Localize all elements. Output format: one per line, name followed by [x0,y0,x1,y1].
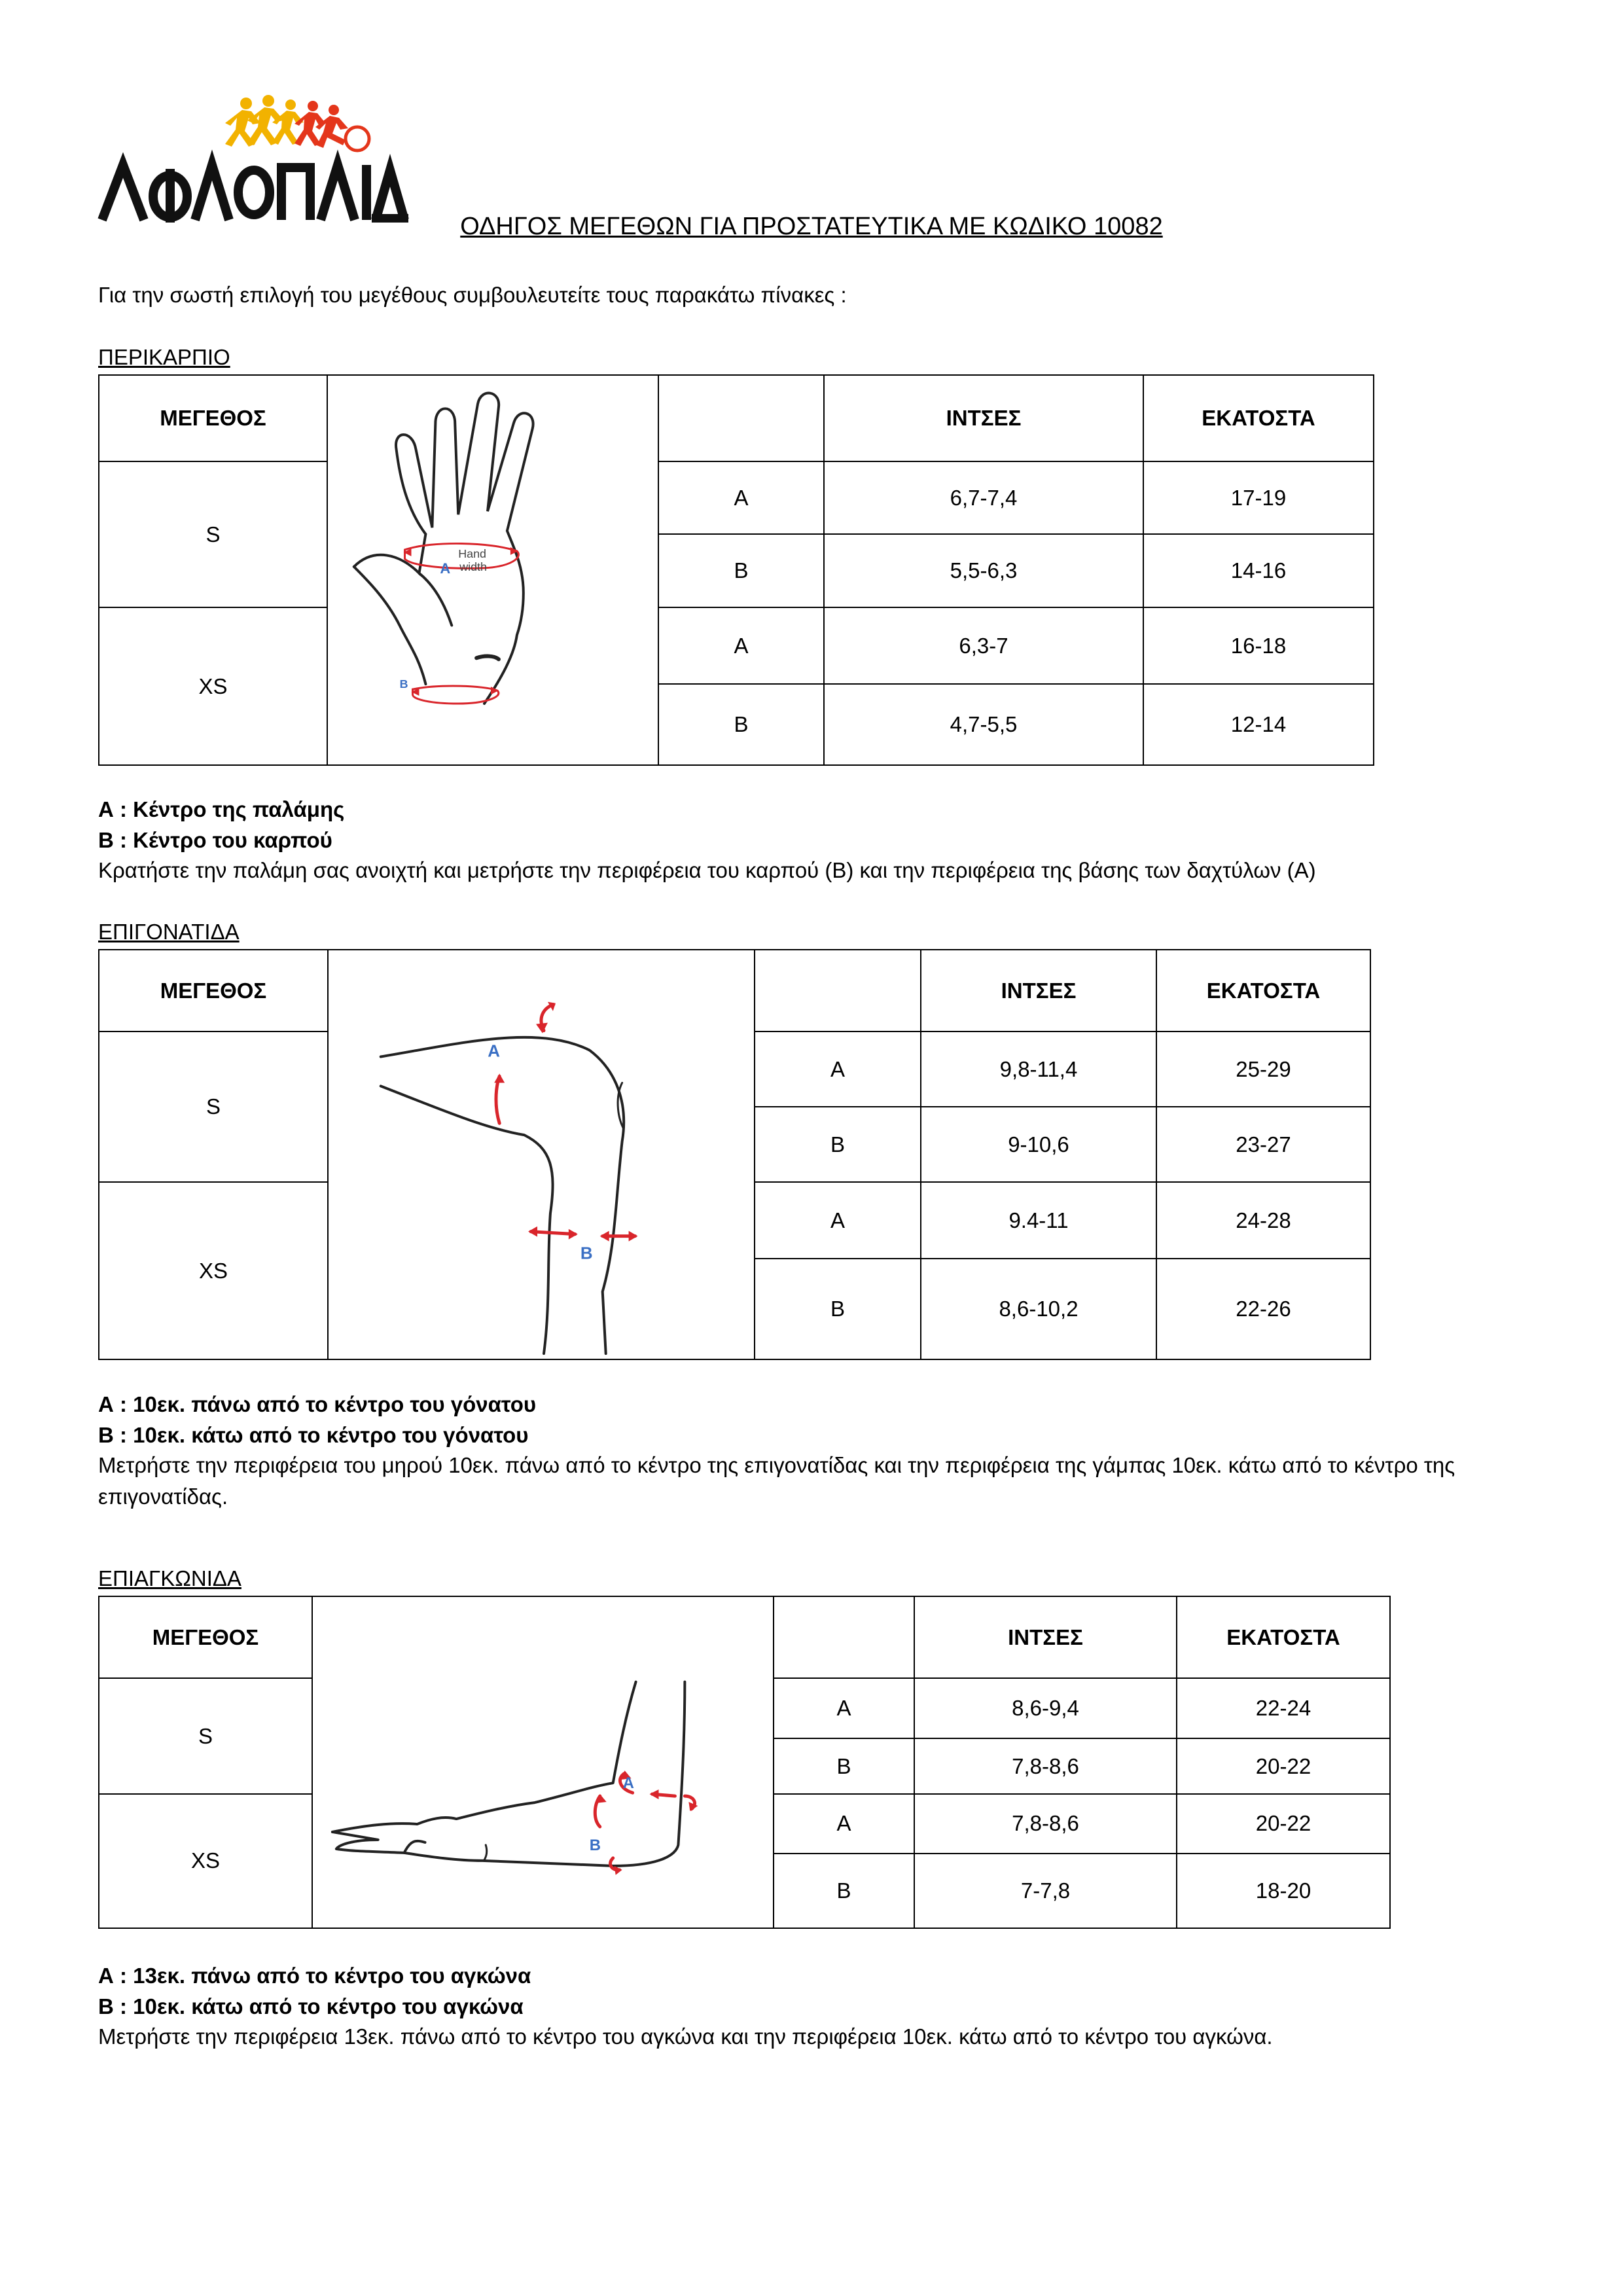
inches-cell: 6,7-7,4 [824,461,1143,534]
size-table-knee [98,949,1371,1360]
cm-cell: 24-28 [1156,1182,1370,1259]
header-size: ΜΕΓΕΘΟΣ [99,375,327,461]
inches-cell: 9,8-11,4 [921,1031,1156,1107]
section-heading-knee: ΕΠΙΓΟΝΑΤΙΔΑ [98,920,240,944]
header-cm: ΕΚΑΤΟΣΤΑ [1156,950,1370,1031]
header-point [658,375,824,461]
knee-figure [329,952,754,1357]
inches-cell: 6,3-7 [824,607,1143,684]
cm-cell: 14-16 [1143,534,1374,607]
runners-icon [225,95,369,151]
size-table-wrist [98,374,1374,766]
cm-cell: 25-29 [1156,1031,1370,1107]
cm-cell: 20-22 [1177,1738,1390,1794]
size-cell: S [99,461,327,607]
point-cell: B [658,534,824,607]
header-inches: ΙΝΤΣΕΣ [921,950,1156,1031]
knee-diagram [328,950,755,1359]
hand-diagram [327,375,658,765]
inches-cell: 7,8-8,6 [914,1738,1177,1794]
inches-cell: 4,7-5,5 [824,684,1143,765]
cm-cell: 20-22 [1177,1794,1390,1853]
note-point-a: Α : Κέντρο της παλάμης [98,797,345,821]
athlopaidia-logo [97,92,411,223]
cm-cell: 22-26 [1156,1259,1370,1359]
point-cell: A [774,1794,914,1853]
inches-cell: 8,6-10,2 [921,1259,1156,1359]
note-text: Μετρήστε την περιφέρεια του μηρού 10εκ. πάνω από το κέντρο της επιγονατίδας και την περιφέρεια της γάμπας 10εκ. κάτω από το κέντρο της επιγονατίδας. [98,1453,1455,1509]
cm-cell: 23-27 [1156,1107,1370,1182]
point-a-label: A [622,1774,634,1793]
hand-figure [328,378,658,762]
header-size: ΜΕΓΕΘΟΣ [99,1596,312,1678]
cm-cell: 16-18 [1143,607,1374,684]
point-b-label: B [589,1836,601,1854]
hand-label: Hand [458,547,487,561]
point-cell: A [755,1182,921,1259]
inches-cell: 5,5-6,3 [824,534,1143,607]
size-cell: S [99,1678,312,1794]
point-a-label: A [488,1042,500,1061]
point-cell: B [658,684,824,765]
note-text: Κρατήστε την παλάμη σας ανοιχτή και μετρήστε την περιφέρεια του καρπού (Β) και την περιφέρεια της βάσης των δαχτύλων (Α) [98,858,1316,882]
header-inches: ΙΝΤΣΕΣ [824,375,1143,461]
point-cell: A [755,1031,921,1107]
size-cell: XS [99,1182,328,1359]
header-inches: ΙΝΤΣΕΣ [914,1596,1177,1678]
inches-cell: 7-7,8 [914,1854,1177,1928]
cm-cell: 17-19 [1143,461,1374,534]
inches-cell: 9.4-11 [921,1182,1156,1259]
cm-cell: 22-24 [1177,1678,1390,1738]
point-cell: A [774,1678,914,1738]
elbow-figure [313,1597,773,1928]
inches-cell: 7,8-8,6 [914,1794,1177,1853]
width-label: width [459,560,488,573]
header-point [774,1596,914,1678]
size-cell: XS [99,607,327,765]
point-b-label: B [580,1244,593,1263]
note-point-a: Α : 10εκ. πάνω από το κέντρο του γόνατου [98,1392,537,1416]
section-heading-elbow: ΕΠΙΑΓΚΩΝΙΔΑ [98,1566,241,1590]
inches-cell: 8,6-9,4 [914,1678,1177,1738]
point-a-label: A [440,560,451,577]
note-point-a: Α : 13εκ. πάνω από το κέντρο του αγκώνα [98,1964,531,1988]
note-text: Μετρήστε την περιφέρεια 13εκ. πάνω από το κέντρο του αγκώνα και την περιφέρεια 10εκ. κάτω από το κέντρο του αγκώνα. [98,2024,1273,2049]
section-heading-wrist: ΠΕΡΙΚΑΡΠΙΟ [98,345,230,369]
point-cell: A [658,461,824,534]
note-point-b: Β : Κέντρο του καρπού [98,828,332,852]
page-title: ΟΔΗΓΟΣ ΜΕΓΕΘΩΝ ΓΙΑ ΠΡΟΣΤΑΤΕΥΤΙΚΑ ΜΕ ΚΩΔΙΚΟ 10082 [460,213,1163,240]
point-b-label: B [399,677,408,691]
intro-text: Για την σωστή επιλογή του μεγέθους συμβουλευτείτε τους παρακάτω πίνακες : [98,283,847,307]
elbow-diagram [312,1596,774,1928]
header-cm: ΕΚΑΤΟΣΤΑ [1143,375,1374,461]
inches-cell: 9-10,6 [921,1107,1156,1182]
header-size: ΜΕΓΕΘΟΣ [99,950,328,1031]
cm-cell: 18-20 [1177,1854,1390,1928]
size-cell: S [99,1031,328,1182]
point-cell: A [658,607,824,684]
note-point-b: Β : 10εκ. κάτω από το κέντρο του αγκώνα [98,1994,524,2018]
size-cell: XS [99,1794,312,1928]
header-cm: ΕΚΑΤΟΣΤΑ [1177,1596,1390,1678]
size-table-elbow [98,1596,1391,1929]
note-point-b: Β : 10εκ. κάτω από το κέντρο του γόνατου [98,1423,529,1447]
point-cell: B [755,1259,921,1359]
header-point [755,950,921,1031]
point-cell: B [774,1738,914,1794]
cm-cell: 12-14 [1143,684,1374,765]
point-cell: B [755,1107,921,1182]
point-cell: B [774,1854,914,1928]
